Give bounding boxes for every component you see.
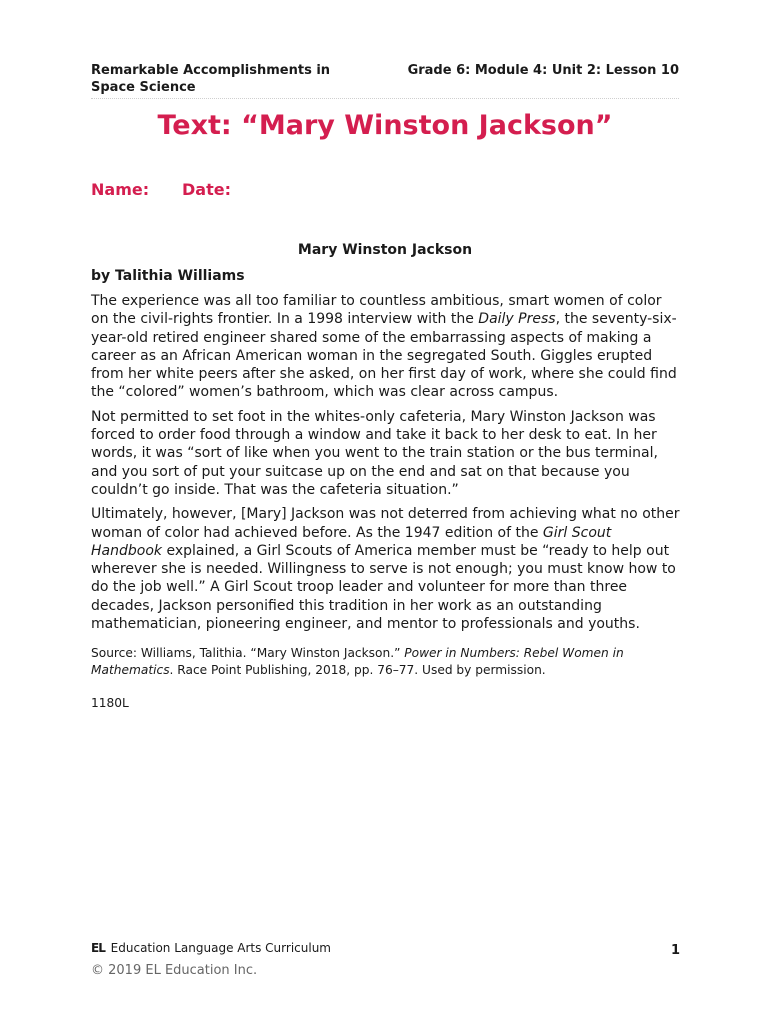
- page-number: 1: [671, 943, 681, 958]
- el-logo-icon: EL: [91, 941, 105, 955]
- paragraph-1: The experience was all too familiar to countless ambitious, smart women of color on the civil-rights frontier. In a 1998 interview with the Daily Press, the seventy-six-year-old retired engineer shared some of the embarrassing aspects of making a career as an African American woman in the segregated South. Giggles erupted from her white peers after she asked, on her first day of work, where she could find the “colored” women’s bathroom, which was clear across campus.: [91, 293, 677, 401]
- paragraph-2: Not permitted to set foot in the whites-only cafeteria, Mary Winston Jackson was forced to order food through a window and take it back to her desk to eat. In her words, it was “sort of like when you went to the train station or the bus terminal, and you sort of put your suitcase up on the end and sat on that because you couldn’t go inside. That was the cafeteria situation.”: [91, 408, 658, 498]
- paragraph-3: Ultimately, however, [Mary] Jackson was not deterred from achieving what no other woman of color had achieved before. As the 1947 edition of the Girl Scout Handbook explained, a Girl Scouts of America member must be “ready to help out wherever she is needed. Willingness to serve is not enough; you must know how to do the job well.” A Girl Scout troop leader and volunteer for more than three decades, Jackson personified this tradition in her work as an outstanding mathematician, pioneering engineer, and mentor to professionals and youths.: [91, 506, 680, 633]
- article-byline: by Talithia Williams: [91, 268, 245, 284]
- copyright: © 2019 EL Education Inc.: [91, 963, 258, 978]
- page-header: [91, 62, 679, 99]
- handbook-title: Girl Scout Handbook: [91, 524, 612, 559]
- article-title: Mary Winston Jackson: [297, 242, 473, 258]
- name-label: Name:: [91, 180, 150, 199]
- footer-brand: [91, 940, 331, 956]
- date-label: Date:: [182, 180, 231, 199]
- lesson-label: Grade 6: Module 4: Unit 2: Lesson 10: [407, 63, 679, 78]
- publication-name: Daily Press: [478, 311, 556, 328]
- lexile-level: 1180L: [91, 696, 129, 711]
- source-citation: Source: Williams, Talithia. “Mary Winston Jackson.” Power in Numbers: Rebel Women in Mathematics. Race Point Publishing, 2018, pp. 76–77. Used by permission.: [91, 646, 624, 678]
- module-title: Remarkable Accomplishments in Space Science: [91, 63, 331, 95]
- book-title: Power in Numbers: Rebel Women in Mathematics: [91, 646, 624, 678]
- page-title: Text: “Mary Winston Jackson”: [157, 110, 613, 141]
- curriculum-name: Education Language Arts Curriculum: [110, 941, 331, 955]
- article-body: [91, 292, 681, 718]
